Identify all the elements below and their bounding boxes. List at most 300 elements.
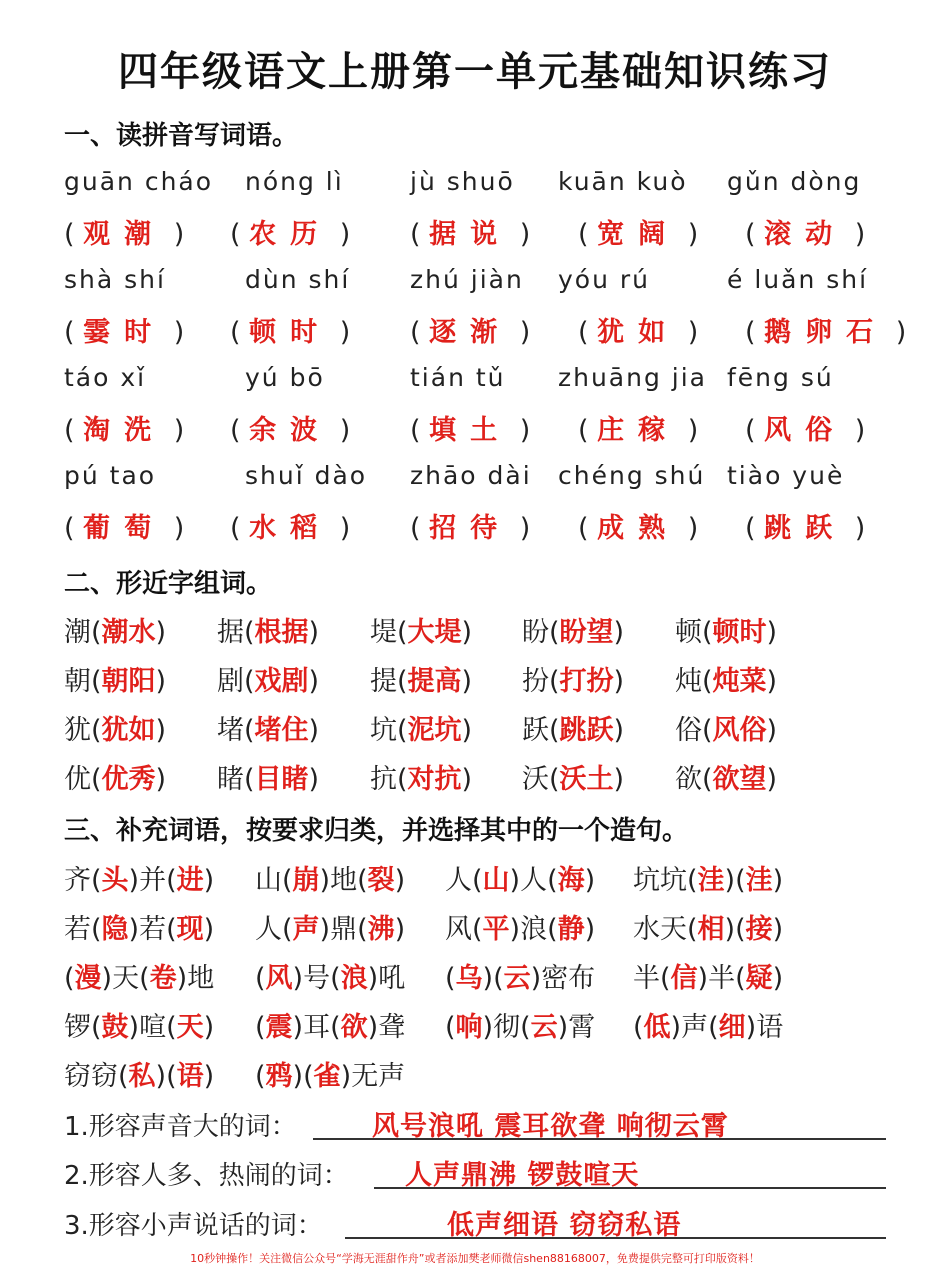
- pinyin-text: guān cháo: [64, 167, 214, 196]
- idiom-text: 半: [633, 963, 660, 994]
- idiom-text: 声: [681, 1012, 709, 1043]
- base-character: 犹: [64, 715, 91, 746]
- idiom-blank-answer: 风: [265, 963, 293, 994]
- left-paren: (: [549, 764, 560, 795]
- left-paren: (: [687, 865, 698, 896]
- base-character: 坑: [370, 715, 397, 746]
- answer-blank: [64, 408, 184, 447]
- word-group: [370, 757, 472, 796]
- word-group-row: [0, 757, 950, 801]
- word-group: [522, 757, 624, 796]
- idiom-row: [0, 1054, 950, 1098]
- idiom-text: 鼎: [330, 914, 358, 945]
- left-paren: (: [745, 317, 765, 348]
- left-paren: (: [166, 1061, 177, 1092]
- left-paren: (: [397, 715, 408, 746]
- left-paren: (: [410, 415, 430, 446]
- right-paren: ): [766, 715, 778, 746]
- idiom-blank-answer: 信: [670, 963, 698, 994]
- left-paren: (: [410, 219, 430, 250]
- right-paren: ): [461, 715, 473, 746]
- left-paren: (: [244, 617, 255, 648]
- right-paren: ): [176, 963, 188, 994]
- left-paren: (: [547, 914, 558, 945]
- left-paren: (: [166, 1012, 177, 1043]
- idiom-blank-answer: 静: [557, 914, 585, 945]
- section-3-heading: 三、补充词语，按要求归类，并选择其中的一个造句。: [64, 816, 689, 846]
- answer-blank: [578, 310, 698, 349]
- left-paren: (: [702, 764, 713, 795]
- word-group-row: [0, 610, 950, 654]
- left-paren: (: [578, 513, 598, 544]
- answer-blank: [578, 408, 698, 447]
- left-paren: (: [397, 764, 408, 795]
- left-paren: (: [549, 666, 560, 697]
- right-paren: ): [584, 914, 596, 945]
- answer-word: 据说: [429, 219, 512, 250]
- group-word: 大堤: [407, 617, 462, 648]
- pinyin-row: [0, 359, 950, 403]
- group-word: 目睹: [254, 764, 309, 795]
- left-paren: (: [282, 914, 293, 945]
- question-answer: 人声鼎沸 锣鼓喧天: [405, 1160, 640, 1191]
- answer-word: 成熟: [597, 513, 680, 544]
- left-paren: (: [91, 666, 102, 697]
- right-paren: ): [846, 513, 866, 544]
- idiom-blank-answer: 现: [176, 914, 204, 945]
- idiom-blank-answer: 声: [292, 914, 320, 945]
- left-paren: (: [166, 865, 177, 896]
- answer-blank: [410, 408, 530, 447]
- right-paren: ): [557, 1012, 569, 1043]
- word-group: [64, 708, 166, 747]
- idiom-blank-answer: 云: [503, 963, 531, 994]
- idiom-blank-answer: 语: [176, 1061, 204, 1092]
- right-paren: ): [331, 513, 351, 544]
- answer-blank: [578, 212, 698, 251]
- answer-word: 观潮: [83, 219, 166, 250]
- idiom-blank-answer: 乌: [455, 963, 483, 994]
- left-paren: (: [139, 963, 150, 994]
- idiom-text: 无声: [351, 1061, 406, 1092]
- base-character: 扮: [522, 666, 549, 697]
- left-paren: (: [230, 219, 250, 250]
- idiom-blank-answer: 细: [718, 1012, 746, 1043]
- idiom-text: 若: [64, 914, 91, 945]
- pinyin-text: tiào yuè: [727, 461, 845, 490]
- left-paren: (: [633, 1012, 644, 1043]
- idiom: [255, 1054, 405, 1093]
- answer-blank: [410, 506, 530, 545]
- idiom: [445, 1005, 595, 1044]
- pinyin-row: [0, 457, 950, 501]
- left-paren: (: [118, 1061, 129, 1092]
- right-paren: ): [155, 1061, 167, 1092]
- right-paren: ): [308, 617, 320, 648]
- right-paren: ): [394, 865, 406, 896]
- pinyin-text: yú bō: [245, 363, 325, 392]
- left-paren: (: [687, 914, 698, 945]
- answer-word: 鹅卵石: [764, 317, 888, 348]
- pinyin-text: tián tǔ: [410, 363, 506, 392]
- right-paren: ): [128, 1012, 140, 1043]
- answer-word: 逐渐: [429, 317, 512, 348]
- answer-blank: [578, 506, 698, 545]
- pinyin-text: fēng sú: [727, 363, 834, 392]
- right-paren: ): [319, 914, 331, 945]
- pinyin-text: yóu rú: [558, 265, 651, 294]
- idiom-blank-answer: 鸦: [265, 1061, 293, 1092]
- group-word: 打扮: [559, 666, 614, 697]
- idiom: [64, 1054, 214, 1093]
- idiom-blank-answer: 洼: [697, 865, 725, 896]
- left-paren: (: [357, 914, 368, 945]
- group-word: 对抗: [407, 764, 462, 795]
- right-paren: ): [530, 963, 542, 994]
- idiom-blank-answer: 雀: [313, 1061, 341, 1092]
- pinyin-text: jù shuō: [410, 167, 515, 196]
- right-paren: ): [308, 666, 320, 697]
- group-word: 犹如: [101, 715, 156, 746]
- answer-word: 水稻: [249, 513, 332, 544]
- word-group: [675, 659, 777, 698]
- answer-row: [0, 310, 950, 354]
- idiom-text: 锣: [64, 1012, 91, 1043]
- right-paren: ): [766, 666, 778, 697]
- idiom-blank-answer: 海: [557, 865, 585, 896]
- idiom-blank-answer: 私: [128, 1061, 156, 1092]
- left-paren: (: [255, 1012, 266, 1043]
- idiom-blank-answer: 洼: [745, 865, 773, 896]
- left-paren: (: [735, 914, 746, 945]
- answer-row: [0, 506, 950, 550]
- group-word: 盼望: [559, 617, 614, 648]
- right-paren: ): [155, 617, 167, 648]
- right-paren: ): [724, 865, 736, 896]
- left-paren: (: [445, 963, 456, 994]
- right-paren: ): [165, 513, 185, 544]
- idiom-text: 喧: [139, 1012, 167, 1043]
- right-paren: ): [461, 617, 473, 648]
- idiom-blank-answer: 裂: [367, 865, 395, 896]
- right-paren: ): [745, 1012, 757, 1043]
- idiom-blank-answer: 山: [482, 865, 510, 896]
- idiom-blank-answer: 卷: [149, 963, 177, 994]
- pinyin-row: [0, 163, 950, 207]
- answer-word: 庄稼: [597, 415, 680, 446]
- idiom-text: 人: [520, 865, 548, 896]
- right-paren: ): [155, 764, 167, 795]
- idiom-blank-answer: 欲: [340, 1012, 368, 1043]
- idiom-blank-answer: 响: [455, 1012, 483, 1043]
- idiom: [633, 907, 783, 946]
- base-character: 剧: [217, 666, 244, 697]
- idiom-text: 风: [445, 914, 472, 945]
- left-paren: (: [745, 415, 765, 446]
- left-paren: (: [735, 865, 746, 896]
- word-group: [370, 610, 472, 649]
- base-character: 炖: [675, 666, 702, 697]
- word-group: [675, 757, 777, 796]
- base-character: 据: [217, 617, 244, 648]
- word-group: [675, 610, 777, 649]
- left-paren: (: [745, 219, 765, 250]
- pinyin-text: é luǎn shí: [727, 265, 869, 294]
- right-paren: ): [394, 914, 406, 945]
- pinyin-text: chéng shú: [558, 461, 706, 490]
- idiom-text: 人: [255, 914, 282, 945]
- pinyin-row: [0, 261, 950, 305]
- idiom-text: 齐: [64, 865, 91, 896]
- base-character: 盼: [522, 617, 549, 648]
- right-paren: ): [679, 317, 699, 348]
- idiom-blank-answer: 进: [176, 865, 204, 896]
- answer-row: [0, 408, 950, 452]
- right-paren: ): [482, 1012, 494, 1043]
- pinyin-text: dùn shí: [245, 265, 351, 294]
- left-paren: (: [244, 666, 255, 697]
- idiom-text: 半: [708, 963, 736, 994]
- idiom-text: 聋: [378, 1012, 406, 1043]
- answer-blank: [745, 310, 906, 349]
- base-character: 朝: [64, 666, 91, 697]
- group-word: 优秀: [101, 764, 156, 795]
- idiom: [255, 858, 405, 897]
- idiom-text: 霄: [568, 1012, 596, 1043]
- base-character: 顿: [675, 617, 702, 648]
- answer-blank: [64, 212, 184, 251]
- group-word: 跳跃: [559, 715, 614, 746]
- idiom-blank-answer: 沸: [367, 914, 395, 945]
- right-paren: ): [319, 865, 331, 896]
- left-paren: (: [230, 317, 250, 348]
- answer-word: 招待: [429, 513, 512, 544]
- left-paren: (: [549, 617, 560, 648]
- pinyin-text: táo xǐ: [64, 363, 147, 392]
- left-paren: (: [91, 914, 102, 945]
- idiom: [64, 907, 214, 946]
- idiom-text: 耳: [303, 1012, 331, 1043]
- right-paren: ): [165, 317, 185, 348]
- pinyin-text: gǔn dòng: [727, 167, 862, 196]
- answer-word: 跳跃: [764, 513, 847, 544]
- right-paren: ): [846, 219, 866, 250]
- right-paren: ): [340, 1061, 352, 1092]
- idiom-row: [0, 907, 950, 951]
- question-answer: 风号浪吼 震耳欲聋 响彻云霄: [372, 1111, 729, 1142]
- base-character: 堤: [370, 617, 397, 648]
- right-paren: ): [331, 219, 351, 250]
- idiom-blank-answer: 浪: [340, 963, 368, 994]
- idiom: [64, 956, 214, 995]
- left-paren: (: [330, 963, 341, 994]
- idiom-text: 若: [139, 914, 167, 945]
- right-paren: ): [511, 513, 531, 544]
- answer-blank: [230, 310, 350, 349]
- left-paren: (: [735, 963, 746, 994]
- answer-word: 犹如: [597, 317, 680, 348]
- right-paren: ): [766, 617, 778, 648]
- idiom: [64, 858, 214, 897]
- question-label: 2.形容人多、热闹的词：: [64, 1161, 349, 1191]
- right-paren: ): [101, 963, 113, 994]
- right-paren: ): [367, 963, 379, 994]
- answer-blank: [745, 506, 865, 545]
- word-group-row: [0, 708, 950, 752]
- right-paren: ): [461, 666, 473, 697]
- word-group: [217, 659, 319, 698]
- right-paren: ): [203, 865, 215, 896]
- right-paren: ): [511, 415, 531, 446]
- left-paren: (: [303, 1061, 314, 1092]
- idiom-text: 密布: [541, 963, 596, 994]
- idiom-blank-answer: 相: [697, 914, 725, 945]
- left-paren: (: [578, 415, 598, 446]
- page-title: 四年级语文上册第一单元基础知识练习: [118, 49, 832, 95]
- idiom-text: 地: [330, 865, 358, 896]
- base-character: 跃: [522, 715, 549, 746]
- idiom-row: [0, 858, 950, 902]
- idiom: [255, 956, 405, 995]
- base-character: 抗: [370, 764, 397, 795]
- left-paren: (: [702, 617, 713, 648]
- idiom-text: 坑坑: [633, 865, 687, 896]
- pinyin-text: nóng lì: [245, 167, 344, 196]
- answer-blank: [745, 212, 865, 251]
- idiom-blank-answer: 疑: [745, 963, 773, 994]
- idiom-row: [0, 956, 950, 1000]
- idiom-text: 山: [255, 865, 282, 896]
- right-paren: ): [203, 914, 215, 945]
- group-word: 欲望: [712, 764, 767, 795]
- right-paren: ): [772, 963, 784, 994]
- pinyin-text: shuǐ dào: [245, 461, 368, 490]
- answer-blank: [745, 408, 865, 447]
- group-word: 堵住: [254, 715, 309, 746]
- left-paren: (: [64, 415, 84, 446]
- pinyin-text: zhuāng jia: [558, 363, 708, 392]
- answer-word: 淘洗: [83, 415, 166, 446]
- pinyin-text: shà shí: [64, 265, 166, 294]
- right-paren: ): [584, 865, 596, 896]
- right-paren: ): [165, 219, 185, 250]
- left-paren: (: [91, 865, 102, 896]
- left-paren: (: [472, 914, 483, 945]
- idiom-blank-answer: 崩: [292, 865, 320, 896]
- word-group: [522, 659, 624, 698]
- idiom: [255, 1005, 405, 1044]
- idiom-text: 窃窃: [64, 1061, 118, 1092]
- right-paren: ): [772, 914, 784, 945]
- answer-word: 余波: [249, 415, 332, 446]
- word-group: [370, 708, 472, 747]
- right-paren: ): [679, 415, 699, 446]
- word-group: [217, 610, 319, 649]
- answer-word: 填土: [429, 415, 512, 446]
- answer-word: 宽阔: [597, 219, 680, 250]
- left-paren: (: [244, 715, 255, 746]
- group-word: 风俗: [712, 715, 767, 746]
- left-paren: (: [520, 1012, 531, 1043]
- pinyin-text: zhú jiàn: [410, 265, 524, 294]
- idiom-blank-answer: 震: [265, 1012, 293, 1043]
- left-paren: (: [708, 1012, 719, 1043]
- right-paren: ): [292, 963, 304, 994]
- right-paren: ): [203, 1012, 215, 1043]
- left-paren: (: [230, 513, 250, 544]
- idiom-text: 并: [139, 865, 167, 896]
- word-group: [217, 708, 319, 747]
- right-paren: ): [482, 963, 494, 994]
- idiom-text: 号: [303, 963, 331, 994]
- answer-row: [0, 212, 950, 256]
- right-paren: ): [613, 715, 625, 746]
- left-paren: (: [91, 617, 102, 648]
- idiom-row: [0, 1005, 950, 1049]
- answer-word: 霎时: [83, 317, 166, 348]
- idiom-blank-answer: 头: [101, 865, 129, 896]
- left-paren: (: [244, 764, 255, 795]
- footer-note: 10秒钟操作！关注微信公众号“学海无涯甜作舟”或者添加樊老师微信shen88168007，免费提供完整可打印版资料！: [190, 1252, 760, 1265]
- right-paren: ): [766, 764, 778, 795]
- left-paren: (: [397, 617, 408, 648]
- word-group: [522, 708, 624, 747]
- base-character: 优: [64, 764, 91, 795]
- answer-word: 农历: [249, 219, 332, 250]
- left-paren: (: [578, 317, 598, 348]
- idiom-text: 水天: [633, 914, 687, 945]
- answer-blank: [64, 506, 184, 545]
- group-word: 根据: [254, 617, 309, 648]
- right-paren: ): [772, 865, 784, 896]
- right-paren: ): [128, 865, 140, 896]
- answer-blank: [230, 506, 350, 545]
- right-paren: ): [203, 1061, 215, 1092]
- right-paren: ): [679, 219, 699, 250]
- right-paren: ): [613, 764, 625, 795]
- answer-word: 滚动: [764, 219, 847, 250]
- group-word: 潮水: [101, 617, 156, 648]
- word-group: [675, 708, 777, 747]
- left-paren: (: [64, 963, 75, 994]
- word-group: [217, 757, 319, 796]
- left-paren: (: [549, 715, 560, 746]
- left-paren: (: [472, 865, 483, 896]
- idiom: [255, 907, 405, 946]
- answer-blank: [410, 310, 530, 349]
- right-paren: ): [128, 914, 140, 945]
- answer-blank: [230, 408, 350, 447]
- question-answer: 低声细语 窃窃私语: [447, 1210, 682, 1241]
- right-paren: ): [292, 1012, 304, 1043]
- idiom-blank-answer: 接: [745, 914, 773, 945]
- group-word: 炖菜: [712, 666, 767, 697]
- word-group: [370, 659, 472, 698]
- base-character: 俗: [675, 715, 702, 746]
- right-paren: ): [308, 715, 320, 746]
- right-paren: ): [613, 617, 625, 648]
- answer-blank: [230, 212, 350, 251]
- group-word: 顿时: [712, 617, 767, 648]
- left-paren: (: [702, 715, 713, 746]
- right-paren: ): [367, 1012, 379, 1043]
- word-group: [64, 610, 166, 649]
- idiom: [633, 1005, 783, 1044]
- idiom: [445, 858, 595, 897]
- section-1-heading: 一、读拼音写词语。: [64, 121, 299, 151]
- idiom-blank-answer: 低: [643, 1012, 671, 1043]
- left-paren: (: [547, 865, 558, 896]
